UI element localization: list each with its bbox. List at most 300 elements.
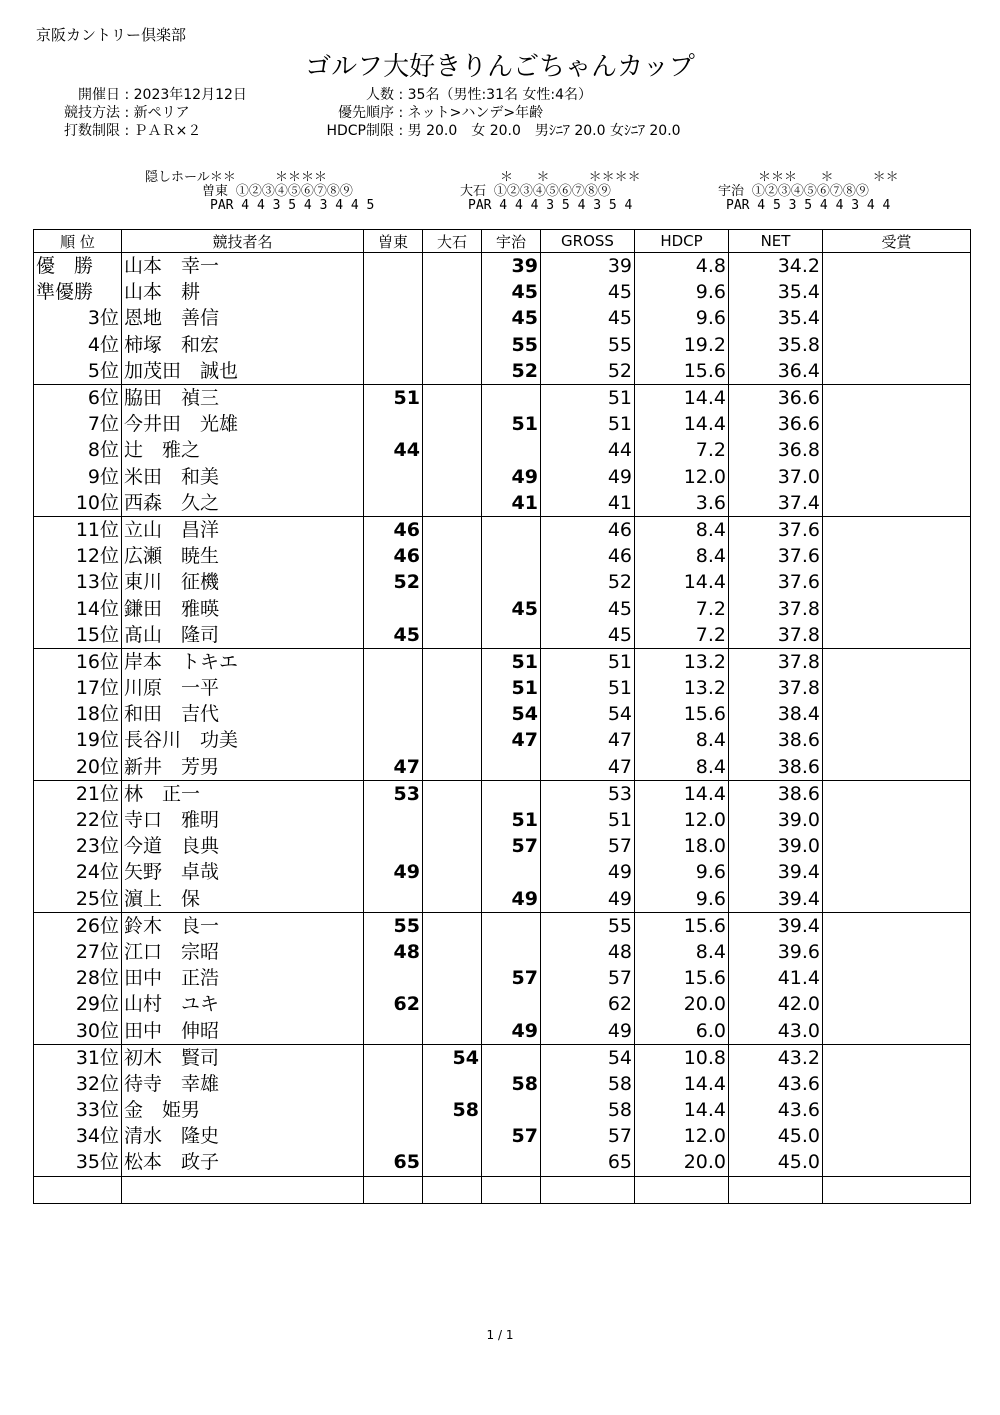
table-cell-oishi: 54	[423, 1044, 482, 1071]
table-cell-blank	[541, 1176, 635, 1203]
table-cell-gross: 48	[541, 939, 635, 965]
table-cell-award	[823, 833, 971, 859]
table-cell-sotou	[364, 305, 423, 331]
table-cell-oishi	[423, 253, 482, 280]
table-cell-oishi	[423, 675, 482, 701]
table-cell-net: 43.0	[729, 1017, 823, 1044]
table-cell-name: 岸本 トキエ	[122, 648, 364, 675]
table-cell-blank	[122, 1176, 364, 1203]
page-title: ゴルフ大好きりんごちゃんカップ	[305, 52, 695, 82]
table-cell-rank: 21位	[34, 780, 122, 807]
table-cell-rank: 6位	[34, 384, 122, 411]
table-cell-oishi	[423, 939, 482, 965]
meta-method: 競技方法 : 新ペリア	[48, 104, 247, 122]
table-cell-award	[823, 437, 971, 463]
table-cell-net: 37.6	[729, 516, 823, 543]
table-cell-name: 松本 政子	[122, 1149, 364, 1176]
table-cell-net: 37.4	[729, 490, 823, 517]
table-cell-name: 恩地 善信	[122, 305, 364, 331]
table-cell-uji: 51	[482, 648, 541, 675]
table-cell-sotou: 47	[364, 754, 423, 781]
table-cell-oishi	[423, 358, 482, 385]
table-cell-hdcp: 13.2	[635, 675, 729, 701]
table-cell-net: 37.6	[729, 569, 823, 595]
table-cell-award	[823, 939, 971, 965]
table-cell-hdcp: 18.0	[635, 833, 729, 859]
table-cell-uji: 49	[482, 464, 541, 490]
table-row	[34, 754, 971, 781]
table-cell-net: 37.8	[729, 675, 823, 701]
table-cell-rank: 13位	[34, 569, 122, 595]
course-sotou-par: PAR 4 4 3 5 4 3 4 4 5	[210, 198, 375, 213]
table-cell-award	[823, 332, 971, 358]
table-cell-sotou: 51	[364, 384, 423, 411]
table-cell-award	[823, 991, 971, 1017]
table-cell-gross: 58	[541, 1097, 635, 1123]
meta-hdcp-value: 男 20.0 女 20.0 男ｼﾆｱ 20.0 女ｼﾆｱ 20.0	[407, 123, 681, 139]
course-sotou-stars: ＊＊ ＊＊＊＊	[202, 170, 327, 185]
table-cell-gross: 57	[541, 1123, 635, 1149]
table-cell-uji: 39	[482, 253, 541, 280]
table-row	[34, 965, 971, 991]
course-oishi-par: PAR 4 4 4 3 5 4 3 5 4	[468, 198, 633, 213]
table-row	[34, 358, 971, 385]
table-cell-rank: 18位	[34, 701, 122, 727]
table-cell-gross: 49	[541, 1017, 635, 1044]
table-cell-award	[823, 622, 971, 649]
table-cell-award	[823, 807, 971, 833]
table-cell-award	[823, 912, 971, 939]
table-cell-award	[823, 411, 971, 437]
table-cell-oishi	[423, 384, 482, 411]
header-sotou: 曽東	[364, 230, 423, 253]
table-row	[34, 1044, 971, 1071]
table-cell-net: 38.4	[729, 701, 823, 727]
table-cell-rank: 12位	[34, 543, 122, 569]
table-cell-hdcp: 8.4	[635, 754, 729, 781]
club-name: 京阪カントリー倶楽部	[36, 26, 187, 44]
table-cell-oishi	[423, 1071, 482, 1097]
table-cell-award	[823, 253, 971, 280]
table-row	[34, 859, 971, 885]
table-cell-net: 43.6	[729, 1097, 823, 1123]
table-cell-name: 清水 隆史	[122, 1123, 364, 1149]
table-cell-uji: 57	[482, 1123, 541, 1149]
table-cell-hdcp: 3.6	[635, 490, 729, 517]
table-cell-sotou	[364, 701, 423, 727]
table-cell-net: 38.6	[729, 780, 823, 807]
table-cell-oishi	[423, 727, 482, 753]
table-cell-hdcp: 15.6	[635, 358, 729, 385]
table-cell-uji	[482, 516, 541, 543]
table-row	[34, 939, 971, 965]
table-cell-name: 寺口 雅明	[122, 807, 364, 833]
header-uji: 宇治	[482, 230, 541, 253]
table-cell-hdcp: 9.6	[635, 305, 729, 331]
table-cell-rank: 準優勝	[34, 279, 122, 305]
table-cell-hdcp: 7.2	[635, 595, 729, 621]
table-cell-sotou: 65	[364, 1149, 423, 1176]
table-cell-name: 濵上 保	[122, 886, 364, 913]
table-cell-rank: 20位	[34, 754, 122, 781]
table-cell-rank: 34位	[34, 1123, 122, 1149]
table-cell-name: 金 姫男	[122, 1097, 364, 1123]
table-cell-gross: 55	[541, 332, 635, 358]
table-cell-rank: 11位	[34, 516, 122, 543]
table-cell-award	[823, 569, 971, 595]
table-cell-net: 36.6	[729, 384, 823, 411]
table-cell-oishi	[423, 1123, 482, 1149]
table-cell-hdcp: 12.0	[635, 1123, 729, 1149]
table-row	[34, 490, 971, 517]
table-cell-sotou	[364, 490, 423, 517]
table-cell-oishi	[423, 411, 482, 437]
table-cell-gross: 49	[541, 886, 635, 913]
results-table	[33, 229, 971, 1204]
course-oishi	[460, 171, 641, 213]
table-cell-name: 鈴木 良一	[122, 912, 364, 939]
table-cell-rank: 16位	[34, 648, 122, 675]
table-body	[34, 253, 971, 1204]
table-cell-uji	[482, 437, 541, 463]
table-cell-uji: 51	[482, 675, 541, 701]
table-cell-name: 田中 正浩	[122, 965, 364, 991]
table-cell-award	[823, 886, 971, 913]
table-cell-rank: 26位	[34, 912, 122, 939]
table-cell-gross: 51	[541, 648, 635, 675]
table-cell-sotou	[364, 833, 423, 859]
table-cell-hdcp: 14.4	[635, 411, 729, 437]
table-cell-name: 西森 久之	[122, 490, 364, 517]
table-row	[34, 675, 971, 701]
table-cell-rank: 35位	[34, 1149, 122, 1176]
table-row	[34, 1097, 971, 1123]
table-cell-rank: 14位	[34, 595, 122, 621]
table-cell-oishi	[423, 701, 482, 727]
table-cell-rank: 22位	[34, 807, 122, 833]
table-row	[34, 1071, 971, 1097]
course-uji-hole-numbers: ①②③④⑤⑥⑦⑧⑨	[751, 184, 869, 199]
table-cell-hdcp: 15.6	[635, 965, 729, 991]
table-cell-oishi	[423, 464, 482, 490]
table-cell-hdcp: 8.4	[635, 939, 729, 965]
meta-priority-label: 優先順序	[338, 105, 394, 121]
table-cell-sotou: 48	[364, 939, 423, 965]
table-cell-name: 髙山 隆司	[122, 622, 364, 649]
table-row	[34, 384, 971, 411]
table-cell-uji: 41	[482, 490, 541, 517]
table-cell-oishi	[423, 279, 482, 305]
table-cell-name: 江口 宗昭	[122, 939, 364, 965]
table-cell-uji	[482, 1097, 541, 1123]
table-cell-net: 39.0	[729, 807, 823, 833]
table-cell-net: 37.0	[729, 464, 823, 490]
table-cell-name: 立山 昌洋	[122, 516, 364, 543]
table-cell-rank: 27位	[34, 939, 122, 965]
table-row	[34, 595, 971, 621]
table-cell-net: 36.8	[729, 437, 823, 463]
header-net: NET	[729, 230, 823, 253]
table-cell-net: 36.4	[729, 358, 823, 385]
table-cell-rank: 10位	[34, 490, 122, 517]
table-cell-uji: 55	[482, 332, 541, 358]
table-cell-gross: 53	[541, 780, 635, 807]
table-cell-gross: 45	[541, 595, 635, 621]
table-cell-hdcp: 4.8	[635, 253, 729, 280]
table-cell-award	[823, 727, 971, 753]
table-row	[34, 516, 971, 543]
table-cell-hdcp: 15.6	[635, 912, 729, 939]
table-row	[34, 411, 971, 437]
table-cell-oishi: 58	[423, 1097, 482, 1123]
table-cell-uji	[482, 754, 541, 781]
table-cell-net: 35.4	[729, 305, 823, 331]
table-cell-hdcp: 8.4	[635, 543, 729, 569]
table-cell-net: 35.8	[729, 332, 823, 358]
table-cell-sotou: 46	[364, 516, 423, 543]
table-cell-gross: 54	[541, 701, 635, 727]
table-cell-rank: 24位	[34, 859, 122, 885]
header-rank: 順 位	[34, 230, 122, 253]
table-row	[34, 1149, 971, 1176]
table-cell-uji	[482, 780, 541, 807]
table-header-row	[34, 230, 971, 253]
table-cell-gross: 47	[541, 754, 635, 781]
table-cell-gross: 51	[541, 411, 635, 437]
header-name: 競技者名	[122, 230, 364, 253]
table-cell-gross: 57	[541, 965, 635, 991]
table-cell-oishi	[423, 569, 482, 595]
table-cell-name: 鎌田 雅暎	[122, 595, 364, 621]
table-cell-sotou	[364, 886, 423, 913]
table-cell-oishi	[423, 1017, 482, 1044]
table-cell-net: 39.4	[729, 912, 823, 939]
table-row	[34, 253, 971, 280]
table-cell-hdcp: 12.0	[635, 464, 729, 490]
table-cell-sotou: 45	[364, 622, 423, 649]
table-cell-uji	[482, 991, 541, 1017]
table-cell-name: 矢野 卓哉	[122, 859, 364, 885]
meta-method-value: 新ペリア	[133, 105, 190, 121]
table-cell-uji	[482, 543, 541, 569]
header-hdcp: HDCP	[635, 230, 729, 253]
table-cell-uji: 49	[482, 886, 541, 913]
meta-count-value: 35名（男性:31名 女性:4名）	[407, 87, 593, 103]
table-cell-uji: 49	[482, 1017, 541, 1044]
course-uji	[718, 171, 899, 213]
table-cell-name: 辻 雅之	[122, 437, 364, 463]
table-cell-uji	[482, 1149, 541, 1176]
table-cell-oishi	[423, 490, 482, 517]
table-cell-hdcp: 14.4	[635, 780, 729, 807]
table-cell-oishi	[423, 648, 482, 675]
table-cell-sotou	[364, 358, 423, 385]
table-cell-oishi	[423, 965, 482, 991]
table-cell-uji: 45	[482, 305, 541, 331]
table-cell-name: 東川 征機	[122, 569, 364, 595]
table-cell-oishi	[423, 516, 482, 543]
table-cell-award	[823, 1123, 971, 1149]
table-row	[34, 279, 971, 305]
table-cell-hdcp: 14.4	[635, 1071, 729, 1097]
table-cell-award	[823, 516, 971, 543]
course-uji-holes	[718, 185, 899, 199]
table-cell-award	[823, 859, 971, 885]
table-cell-name: 加茂田 誠也	[122, 358, 364, 385]
table-cell-uji: 51	[482, 411, 541, 437]
table-cell-oishi	[423, 1149, 482, 1176]
table-cell-name: 山村 ユキ	[122, 991, 364, 1017]
table-cell-rank: 優 勝	[34, 253, 122, 280]
table-cell-sotou	[364, 1123, 423, 1149]
table-row	[34, 332, 971, 358]
table-cell-oishi	[423, 807, 482, 833]
table-cell-award	[823, 701, 971, 727]
meta-date: 開催日 : 2023年12月12日	[48, 86, 247, 104]
table-cell-hdcp: 9.6	[635, 886, 729, 913]
table-cell-name: 今道 良典	[122, 833, 364, 859]
table-cell-gross: 55	[541, 912, 635, 939]
table-cell-hdcp: 19.2	[635, 332, 729, 358]
table-cell-oishi	[423, 886, 482, 913]
table-cell-award	[823, 490, 971, 517]
table-cell-name: 今井田 光雄	[122, 411, 364, 437]
table-cell-oishi	[423, 991, 482, 1017]
table-cell-award	[823, 279, 971, 305]
meta-hdcp-label: HDCP制限	[326, 123, 394, 139]
table-cell-award	[823, 675, 971, 701]
meta-limit-label: 打数制限	[64, 123, 120, 139]
table-cell-oishi	[423, 780, 482, 807]
table-cell-blank	[635, 1176, 729, 1203]
table-cell-hdcp: 10.8	[635, 1044, 729, 1071]
table-cell-gross: 57	[541, 833, 635, 859]
table-cell-oishi	[423, 595, 482, 621]
table-row	[34, 1017, 971, 1044]
table-cell-sotou: 52	[364, 569, 423, 595]
table-cell-net: 36.6	[729, 411, 823, 437]
table-cell-rank: 25位	[34, 886, 122, 913]
table-cell-hdcp: 13.2	[635, 648, 729, 675]
table-cell-hdcp: 14.4	[635, 384, 729, 411]
table-cell-award	[823, 1017, 971, 1044]
table-cell-gross: 49	[541, 464, 635, 490]
table-cell-rank: 32位	[34, 1071, 122, 1097]
table-cell-rank: 4位	[34, 332, 122, 358]
table-cell-name: 川原 一平	[122, 675, 364, 701]
table-cell-net: 39.4	[729, 886, 823, 913]
table-cell-hdcp: 14.4	[635, 569, 729, 595]
table-cell-uji: 57	[482, 833, 541, 859]
table-cell-rank: 33位	[34, 1097, 122, 1123]
table-cell-award	[823, 754, 971, 781]
course-sotou-holes	[202, 185, 374, 199]
table-cell-oishi	[423, 859, 482, 885]
table-cell-rank: 23位	[34, 833, 122, 859]
table-row	[34, 886, 971, 913]
table-cell-net: 43.2	[729, 1044, 823, 1071]
table-cell-award	[823, 648, 971, 675]
table-cell-gross: 54	[541, 1044, 635, 1071]
table-cell-award	[823, 1044, 971, 1071]
table-cell-award	[823, 1097, 971, 1123]
table-cell-oishi	[423, 912, 482, 939]
table-cell-gross: 47	[541, 727, 635, 753]
table-cell-name: 脇田 禎三	[122, 384, 364, 411]
table-cell-gross: 51	[541, 384, 635, 411]
table-cell-uji	[482, 859, 541, 885]
table-cell-award	[823, 965, 971, 991]
table-cell-uji: 52	[482, 358, 541, 385]
table-cell-hdcp: 12.0	[635, 807, 729, 833]
table-row	[34, 1123, 971, 1149]
table-cell-uji	[482, 569, 541, 595]
header-award: 受賞	[823, 230, 971, 253]
header-gross: GROSS	[541, 230, 635, 253]
table-cell-name: 新井 芳男	[122, 754, 364, 781]
table-cell-sotou	[364, 965, 423, 991]
table-cell-hdcp: 9.6	[635, 859, 729, 885]
table-cell-net: 39.4	[729, 859, 823, 885]
table-cell-oishi	[423, 754, 482, 781]
table-cell-rank: 17位	[34, 675, 122, 701]
table-cell-sotou: 49	[364, 859, 423, 885]
table-cell-sotou: 62	[364, 991, 423, 1017]
table-cell-blank	[364, 1176, 423, 1203]
table-cell-sotou	[364, 807, 423, 833]
table-cell-net: 43.6	[729, 1071, 823, 1097]
table-cell-hdcp: 14.4	[635, 1097, 729, 1123]
table-cell-sotou: 46	[364, 543, 423, 569]
table-cell-oishi	[423, 543, 482, 569]
table-cell-blank	[482, 1176, 541, 1203]
table-cell-name: 初木 賢司	[122, 1044, 364, 1071]
table-cell-name: 柿塚 和宏	[122, 332, 364, 358]
table-cell-sotou	[364, 279, 423, 305]
table-cell-name: 林 正一	[122, 780, 364, 807]
table-cell-uji	[482, 1044, 541, 1071]
course-oishi-holes	[460, 185, 641, 199]
course-sotou-hole-numbers: ①②③④⑤⑥⑦⑧⑨	[235, 184, 353, 199]
table-cell-oishi	[423, 305, 482, 331]
course-sotou-name: 曽東	[202, 184, 229, 199]
table-cell-award	[823, 464, 971, 490]
table-cell-uji: 57	[482, 965, 541, 991]
table-cell-rank: 9位	[34, 464, 122, 490]
table-cell-uji: 54	[482, 701, 541, 727]
table-cell-gross: 46	[541, 543, 635, 569]
table-cell-gross: 46	[541, 516, 635, 543]
table-cell-rank: 3位	[34, 305, 122, 331]
course-uji-name: 宇治	[718, 184, 745, 199]
meta-limit: 打数制限 : ＰＡＲ×２	[48, 122, 247, 140]
meta-priority: 優先順序 : ネット>ハンデ>年齢	[306, 104, 681, 122]
table-row	[34, 569, 971, 595]
meta-count: 人数 : 35名（男性:31名 女性:4名）	[306, 86, 681, 104]
table-cell-award	[823, 358, 971, 385]
table-cell-sotou	[364, 1071, 423, 1097]
table-cell-oishi	[423, 833, 482, 859]
table-cell-uji: 45	[482, 595, 541, 621]
table-cell-rank: 28位	[34, 965, 122, 991]
table-cell-hdcp: 6.0	[635, 1017, 729, 1044]
course-sotou	[202, 171, 374, 213]
table-row	[34, 727, 971, 753]
table-cell-gross: 51	[541, 807, 635, 833]
meta-date-value: 2023年12月12日	[133, 87, 247, 103]
table-cell-gross: 41	[541, 490, 635, 517]
table-cell-net: 37.8	[729, 595, 823, 621]
